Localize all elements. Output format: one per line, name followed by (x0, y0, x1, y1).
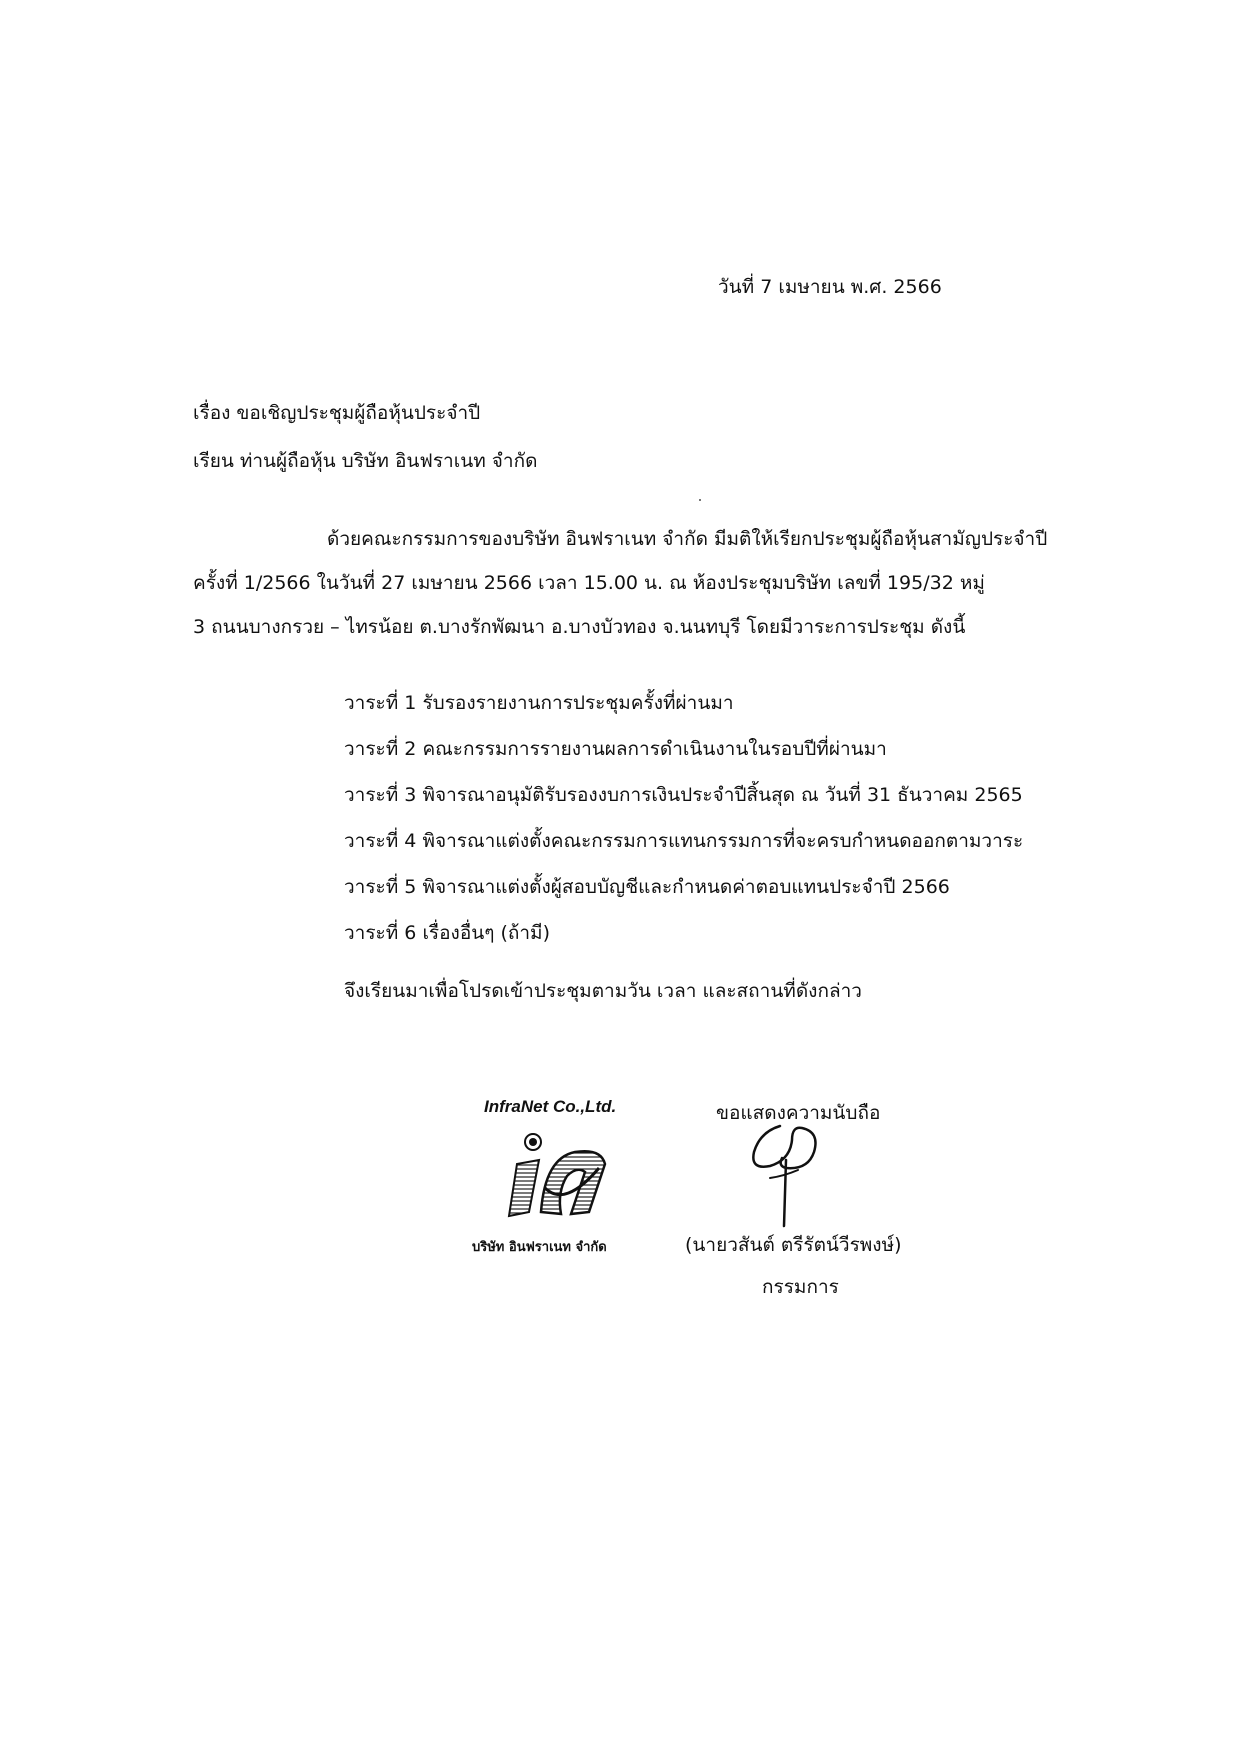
agenda-item: วาระที่ 2 คณะกรรมการรายงานผลการดำเนินงานในรอบปีที่ผ่านมา (344, 738, 887, 760)
body-paragraph-line: ด้วยคณะกรรมการของบริษัท อินฟราเนท จำกัด มีมติให้เรียกประชุมผู้ถือหุ้นสามัญประจำปี (327, 528, 1048, 550)
handwritten-signature-icon (740, 1118, 840, 1230)
body-paragraph-line: ครั้งที่ 1/2566 ในวันที่ 27 เมษายน 2566 เวลา 15.00 น. ณ ห้องประชุมบริษัท เลขที่ 195/32 หมู่ (193, 572, 985, 594)
regards-text: ขอแสดงความนับถือ (716, 1102, 881, 1124)
agenda-item: วาระที่ 5 พิจารณาแต่งตั้งผู้สอบบัญชีและกำหนดค่าตอบแทนประจำปี 2566 (344, 876, 950, 898)
company-name-en: InfraNet Co.,Ltd. (484, 1097, 617, 1116)
letter-date: วันที่ 7 เมษายน พ.ศ. 2566 (718, 276, 942, 298)
letter-subject: เรื่อง ขอเชิญประชุมผู้ถือหุ้นประจำปี (193, 402, 481, 424)
letter-salutation: เรียน ท่านผู้ถือหุ้น บริษัท อินฟราเนท จำกัด (193, 450, 538, 472)
signer-name: (นายวสันต์ ตรีรัตน์วีรพงษ์) (685, 1234, 902, 1256)
agenda-item: วาระที่ 3 พิจารณาอนุมัติรับรองงบการเงินประจำปีสิ้นสุด ณ วันที่ 31 ธันวาคม 2565 (344, 784, 1023, 806)
agenda-item: วาระที่ 1 รับรองรายงานการประชุมครั้งที่ผ่านมา (344, 692, 734, 714)
agenda-item: วาระที่ 6 เรื่องอื่นๆ (ถ้ามี) (344, 922, 550, 944)
agenda-list (344, 689, 1023, 965)
infranet-logo-icon (505, 1128, 617, 1223)
agenda-item: วาระที่ 4 พิจารณาแต่งตั้งคณะกรรมการแทนกรรมการที่จะครบกำหนดออกตามวาระ (344, 830, 1024, 852)
closing-sentence: จึงเรียนมาเพื่อโปรดเข้าประชุมตามวัน เวลา และสถานที่ดังกล่าว (344, 980, 862, 1002)
company-name-th: บริษัท อินฟราเนท จำกัด (472, 1240, 607, 1255)
signer-title: กรรมการ (762, 1276, 839, 1298)
scan-speck (699, 499, 701, 501)
body-paragraph-line: 3 ถนนบางกรวย – ไทรน้อย ต.บางรักพัฒนา อ.บางบัวทอง จ.นนทบุรี โดยมีวาระการประชุม ดังนี้ (193, 616, 966, 638)
